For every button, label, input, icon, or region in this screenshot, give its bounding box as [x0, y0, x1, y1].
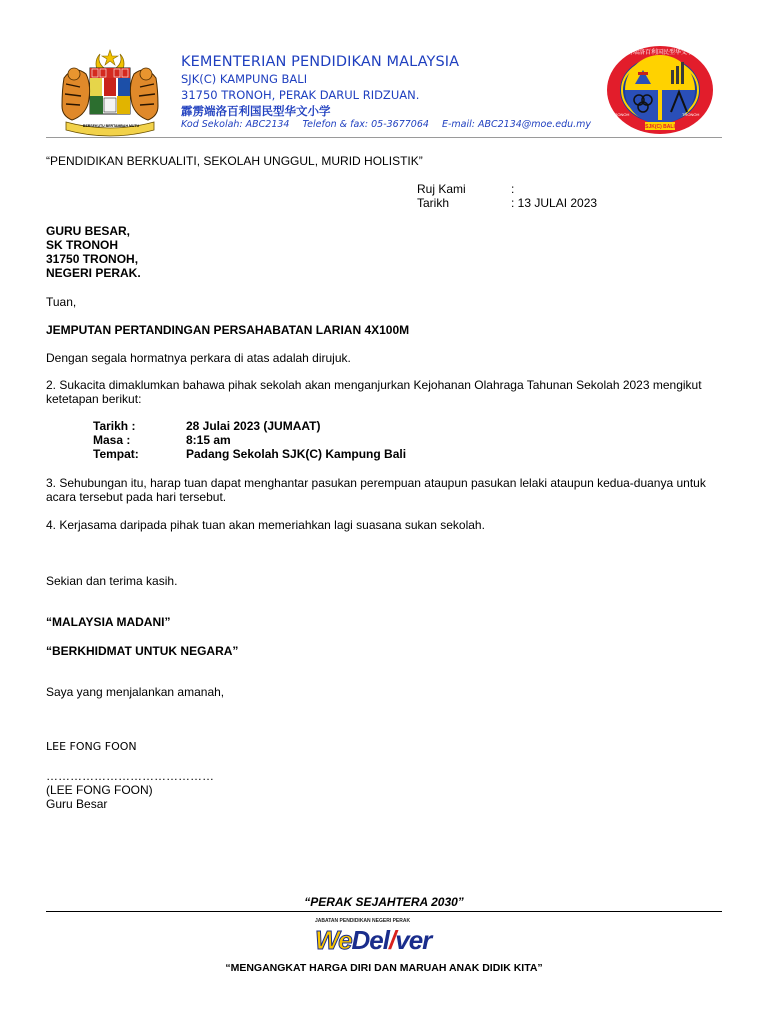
jabatan-label: JABATAN PENDIDIKAN NEGERI PERAK [315, 918, 411, 924]
school-crest-logo [605, 44, 715, 136]
footer-divider [46, 911, 722, 912]
signature: LEE FONG FOON [46, 740, 137, 753]
crest-top-text: 霹雳端洛百利国民型华文小学 [620, 50, 699, 56]
paragraph-2: 2. Sukacita dimaklumkan bahawa pihak sekolah akan menganjurkan Kejohanan Olahraga Tahunan Sekolah 2023 mengikut ketetapan berikut: [46, 378, 702, 406]
slogan-malaysia-madani: “MALAYSIA MADANI” [46, 615, 171, 629]
recipient-line-2: SK TRONOH [46, 238, 118, 252]
crest-left-side-text: TRONOH [612, 112, 630, 117]
tarikh-label: Tarikh [417, 196, 450, 210]
ruj-value: : [511, 182, 515, 196]
phone-fax: Telefon & fax: 05-3677064 [302, 119, 429, 130]
closing-trust: Saya yang menjalankan amanah, [46, 685, 225, 699]
recipient-line-4: NEGERI PERAK. [46, 266, 141, 280]
slogan-berkhidmat: “BERKHIDMAT UNTUK NEGARA” [46, 644, 239, 658]
detail-tarikh-value: 28 Julai 2023 (JUMAAT) [186, 419, 321, 433]
detail-masa-value: 8:15 am [186, 433, 231, 447]
signatory-position: Guru Besar [46, 797, 108, 811]
detail-masa-label: Masa : [93, 433, 131, 447]
we-deliver-logo [315, 918, 455, 954]
school-chinese-name: 霹雳端洛百利国民型华文小学 [181, 106, 331, 118]
we-deliver-del: Del [351, 925, 389, 955]
email: E-mail: ABC2134@moe.edu.my [441, 119, 592, 130]
school-contact [181, 119, 601, 130]
paragraph-1: Dengan segala hormatnya perkara di atas adalah dirujuk. [46, 351, 351, 365]
school-name: SJK(C) KAMPUNG BALI [181, 72, 308, 86]
crest-right-side-text: TRONOH [682, 112, 700, 117]
detail-tempat-label: Tempat: [93, 447, 139, 461]
recipient-line-1: GURU BESAR, [46, 224, 131, 238]
detail-tempat-value: Padang Sekolah SJK(C) Kampung Bali [186, 447, 407, 461]
subject: JEMPUTAN PERTANDINGAN PERSAHABATAN LARIAN 4X100M [46, 323, 410, 337]
school-address: 31750 TRONOH, PERAK DARUL RIDZUAN. [181, 88, 420, 102]
crest-bottom-text: SJK(C) BALI [645, 124, 675, 130]
we-deliver-wordmark [315, 925, 431, 955]
footer-tagline: “MENGANGKAT HARGA DIRI DAN MARUAH ANAK DIDIK KITA” [225, 962, 543, 974]
we-deliver-ver: ver [395, 925, 432, 955]
paragraph-4: 4. Kerjasama daripada pihak tuan akan memeriahkan lagi suasana sukan sekolah. [46, 518, 485, 532]
coat-of-arms-caption: BERSEKUTU BERTAMBAH MUTU [82, 124, 140, 128]
footer-slogan: “PERAK SEJAHTERA 2030” [304, 895, 464, 909]
signature-dots: …………………………………… [46, 769, 214, 783]
salutation: Tuan, [46, 295, 77, 309]
signatory-name: (LEE FONG FOON) [46, 783, 153, 797]
we-deliver-we: We [315, 925, 352, 955]
detail-tarikh-label: Tarikh : [93, 419, 136, 433]
recipient-line-3: 31750 TRONOH, [46, 252, 139, 266]
motto: “PENDIDIKAN BERKUALITI, SEKOLAH UNGGUL, MURID HOLISTIK” [46, 154, 423, 168]
paragraph-3: 3. Sehubungan itu, harap tuan dapat menghantar pasukan perempuan ataupun pasukan lelaki ataupun kedua-duanya untuk acara tersebut pada hari tersebut. [46, 476, 706, 504]
tarikh-value: : 13 JULAI 2023 [511, 196, 598, 210]
we-deliver-slash: / [389, 925, 396, 955]
ministry-title: KEMENTERIAN PENDIDIKAN MALAYSIA [181, 54, 460, 70]
header-divider [46, 137, 722, 138]
school-code: Kod Sekolah: ABC2134 [181, 119, 290, 130]
closing-thanks: Sekian dan terima kasih. [46, 574, 178, 588]
ruj-label: Ruj Kami [417, 182, 466, 196]
